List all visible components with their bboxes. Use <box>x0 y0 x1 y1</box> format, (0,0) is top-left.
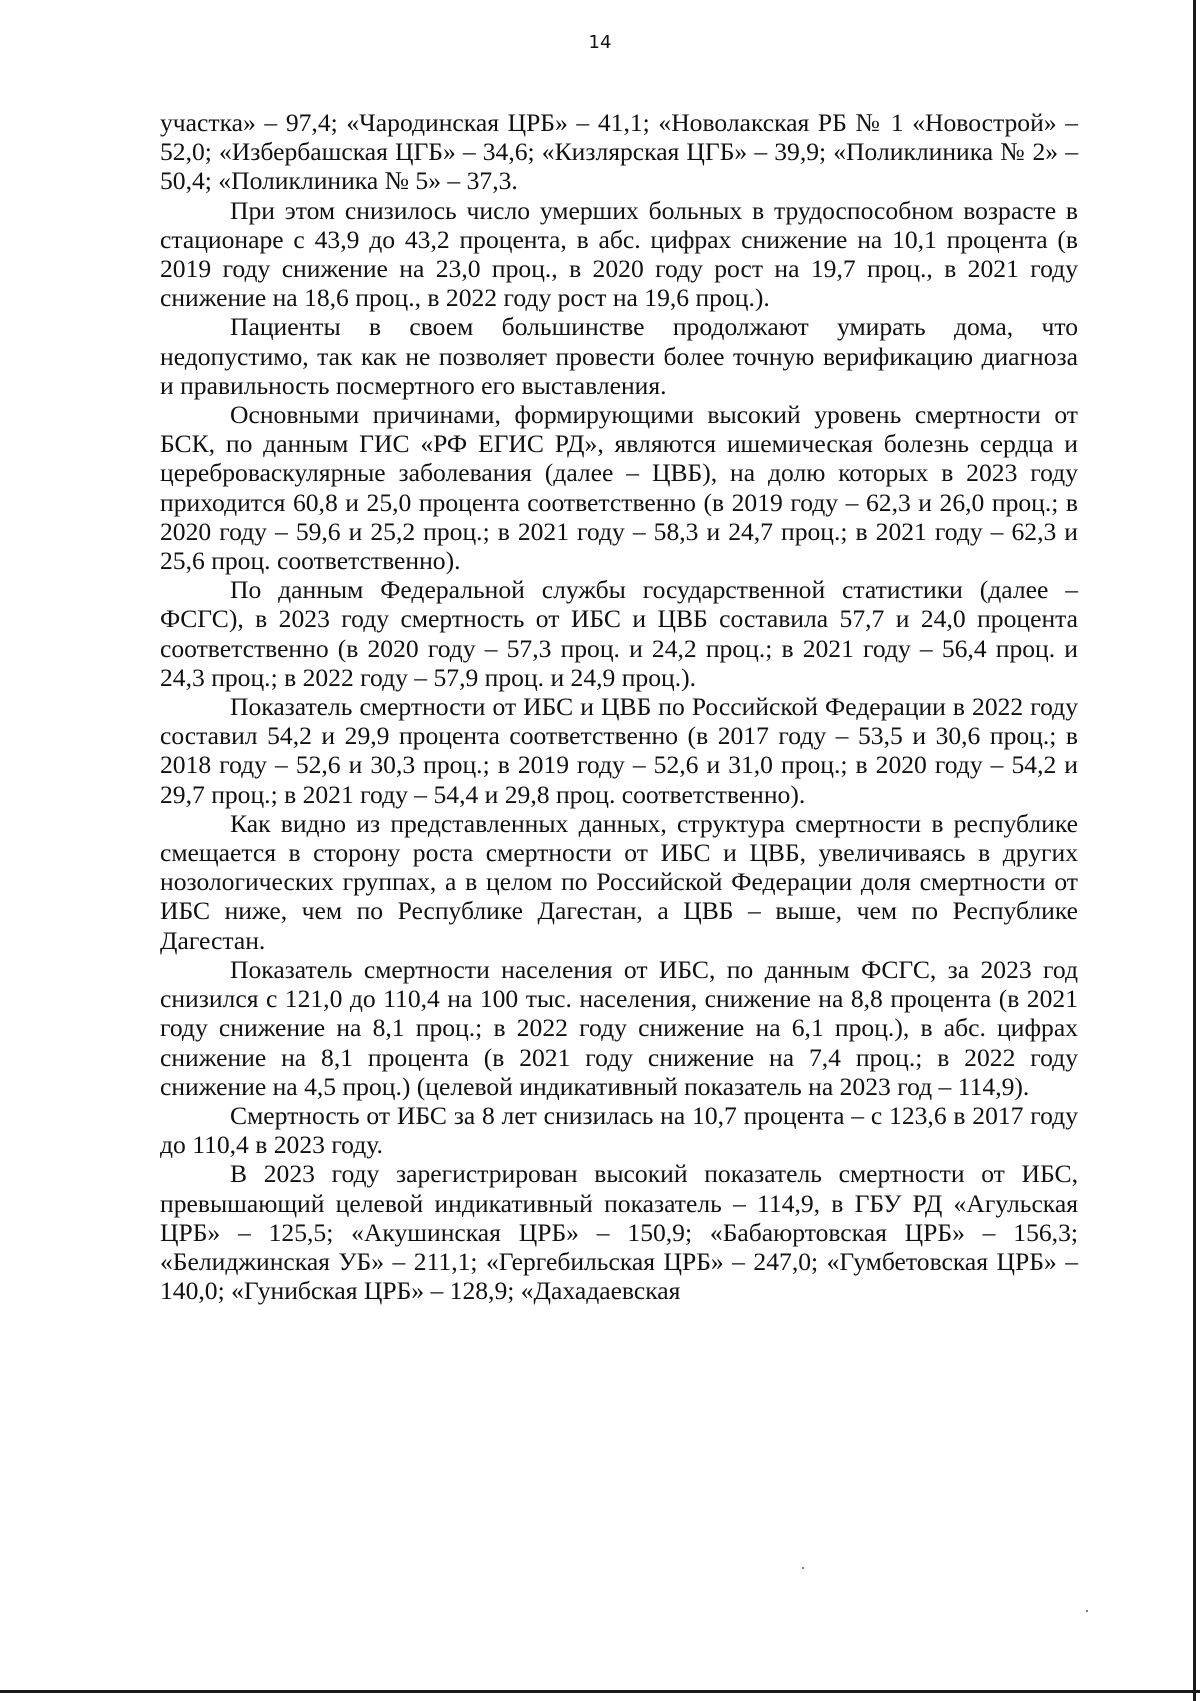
scan-edge-right <box>1193 0 1196 1701</box>
scan-speck <box>1086 1610 1088 1612</box>
document-body <box>160 108 1078 1305</box>
paragraph: Как видно из представленных данных, структура смертности в республике смещается в сторону роста смертности от ИБС и ЦВБ, увеличиваясь в других нозологических группах, а в целом по Российской Федерации доля смертности от ИБС ниже, чем по Республике Дагестан, а ЦВБ – выше, чем по Республике Дагестан. <box>160 808 1078 955</box>
scan-speck <box>802 1567 804 1569</box>
paragraph: Показатель смертности населения от ИБС, по данным ФСГС, за 2023 год снизился с 121,0 до 110,4 на 100 тыс. населения, снижение на 8,8 процента (в 2021 году снижение на 8,1 проц.; в 2022 году снижение на 6,1 проц.), в абс. цифрах снижение на 8,1 процента (в 2021 году снижение на 7,4 проц.; в 2022 году снижение на 4,5 проц.) (целевой индикативный показатель на 2023 год – 114,9). <box>160 954 1078 1101</box>
paragraph: Показатель смертности от ИБС и ЦВБ по Российской Федерации в 2022 году составил 54,2 и 29,9 процента соответственно (в 2017 году – 53,5 и 30,6 проц.; в 2018 году – 52,6 и 30,3 проц.; в 2019 году – 52,6 и 31,0 проц.; в 2020 году – 54,2 и 29,7 проц.; в 2021 году – 54,4 и 29,8 проц. соответственно). <box>160 692 1078 809</box>
paragraph: В 2023 году зарегистрирован высокий показатель смертности от ИБС, превышающий целевой индикативный показатель – 114,9, в ГБУ РД «Агульская ЦРБ» – 125,5; «Акушинская ЦРБ» – 150,9; «Бабаюртовская ЦРБ» – 156,3; «Белиджинская УБ» – 211,1; «Гергебильская ЦРБ» – 247,0; «Гумбетовская ЦРБ» – 140,0; «Гунибская ЦРБ» – 128,9; «Дахадаевская <box>160 1159 1078 1306</box>
scan-edge-bottom <box>0 1690 1200 1693</box>
paragraph: Основными причинами, формирующими высокий уровень смертности от БСК, по данным ГИС «РФ ЕГИС РД», являются ишемическая болезнь сердца и цереброваскулярные заболевания (далее – ЦВБ), на долю которых в 2023 году приходится 60,8 и 25,0 процента соответственно (в 2019 году – 62,3 и 26,0 проц.; в 2020 году – 59,6 и 25,2 проц.; в 2021 году – 58,3 и 24,7 проц.; в 2021 году – 62,3 и 25,6 проц. соответственно). <box>160 400 1078 576</box>
paragraph: Смертность от ИБС за 8 лет снизилась на 10,7 процента – с 123,6 в 2017 году до 110,4 в 2023 году. <box>160 1100 1078 1160</box>
paragraph: При этом снизилось число умерших больных в трудоспособном возрасте в стационаре с 43,9 до 43,2 процента, в абс. цифрах снижение на 10,1 процента (в 2019 году снижение на 23,0 проц., в 2020 году рост на 19,7 проц., в 2021 году снижение на 18,6 проц., в 2022 году рост на 19,6 проц.). <box>160 195 1078 313</box>
paragraph: По данным Федеральной службы государственной статистики (далее – ФСГС), в 2023 году смертность от ИБС и ЦВБ составила 57,7 и 24,0 процента соответственно (в 2020 году – 57,3 проц. и 24,2 проц.; в 2021 году – 56,4 проц. и 24,3 проц.; в 2022 году – 57,9 проц. и 24,9 проц.). <box>160 575 1078 692</box>
page-number: 14 <box>588 32 612 53</box>
paragraph: Пациенты в своем большинстве продолжают умирать дома, что недопустимо, так как не позволяет провести более точную верификацию диагноза и правильность посмертного его выставления. <box>160 312 1078 400</box>
paragraph: участка» – 97,4; «Чародинская ЦРБ» – 41,1; «Новолакская РБ № 1 «Новострой» – 52,0; «Избербашская ЦГБ» – 34,6; «Кизлярская ЦГБ» – 39,9; «Поликлиника № 2» – 50,4; «Поликлиника № 5» – 37,3. <box>160 108 1078 196</box>
